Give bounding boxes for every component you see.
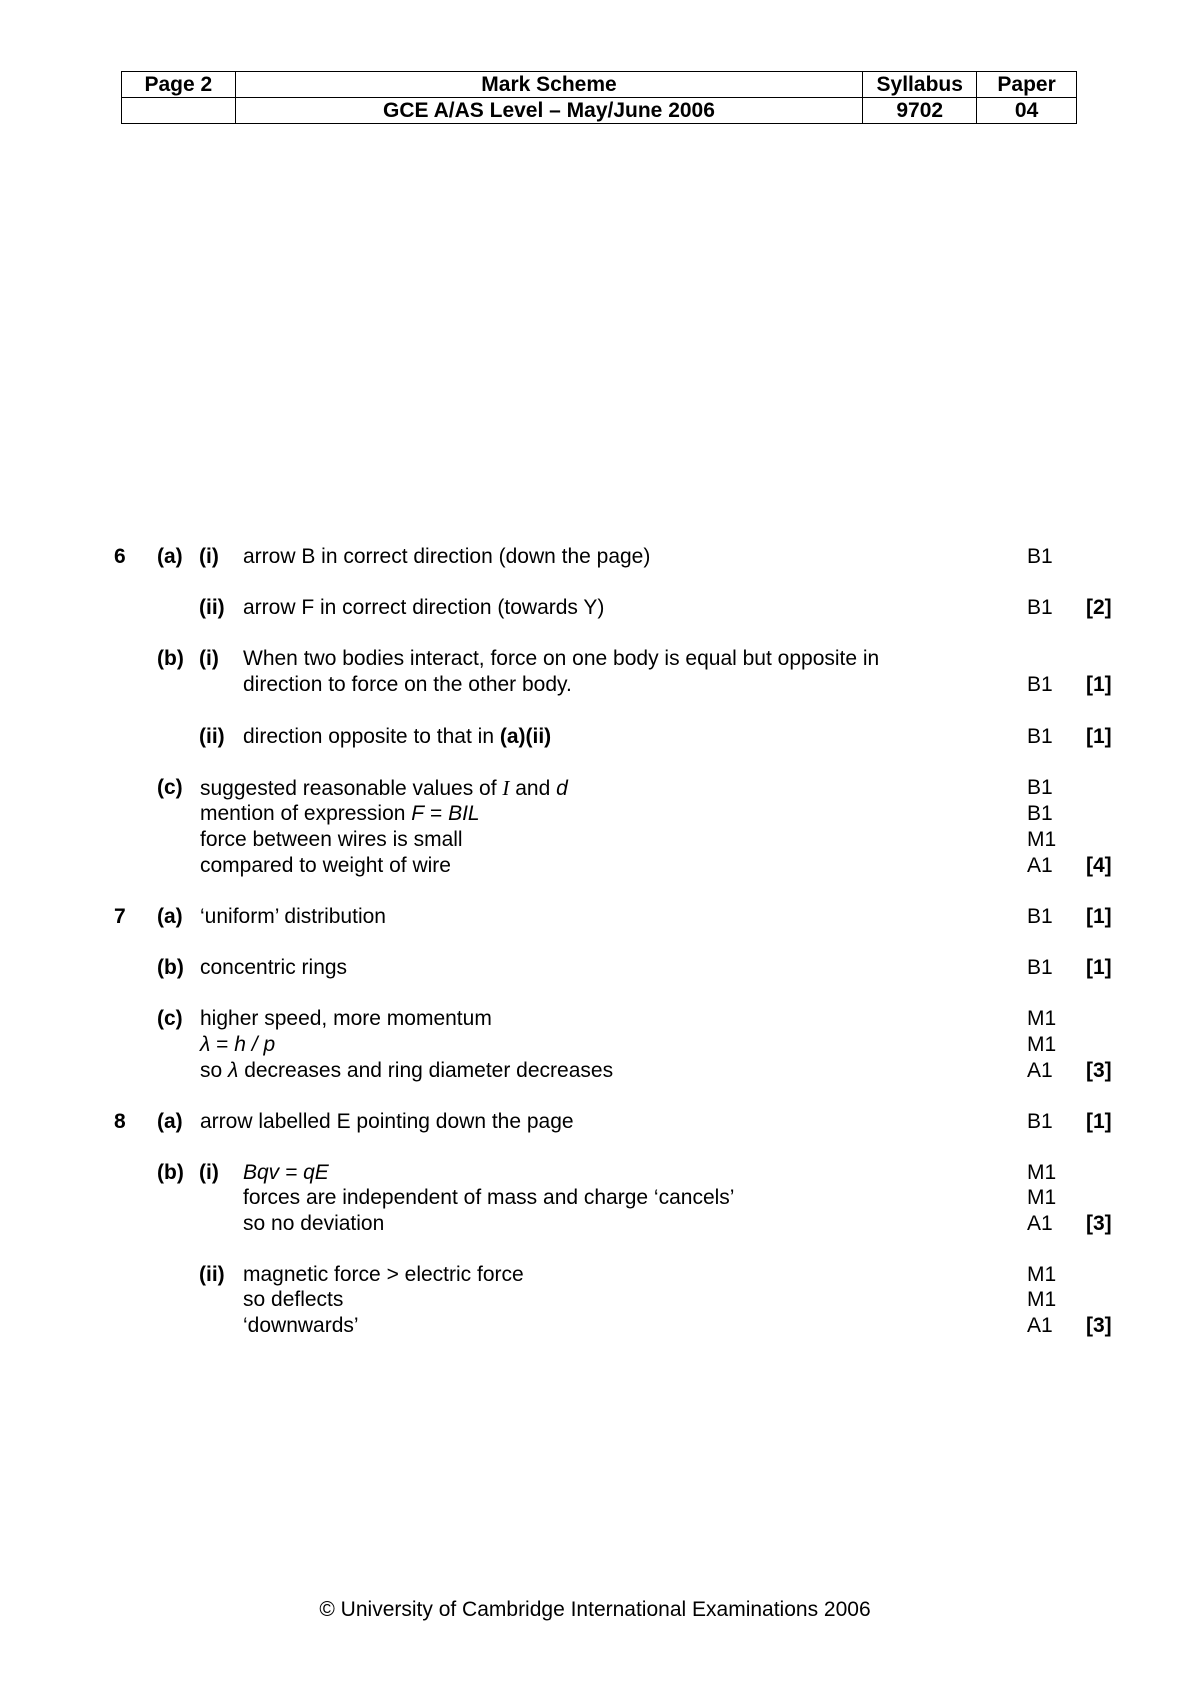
mark-code: M1 bbox=[1027, 1288, 1057, 1311]
part-label: (c) bbox=[157, 776, 183, 799]
subpart-label: (i) bbox=[199, 647, 219, 670]
answer-text: ‘uniform’ distribution bbox=[200, 905, 386, 928]
syllabus-value: 9702 bbox=[863, 98, 977, 124]
mark-total: [1] bbox=[1086, 1110, 1112, 1133]
question-number: 6 bbox=[114, 545, 126, 568]
answer-text: arrow B in correct direction (down the page) bbox=[243, 545, 651, 568]
mark-code: A1 bbox=[1027, 1059, 1053, 1082]
document-title: Mark Scheme bbox=[235, 72, 863, 98]
subpart-label: (ii) bbox=[199, 596, 225, 619]
answer-text: magnetic force > electric force bbox=[243, 1263, 524, 1286]
subpart-label: (ii) bbox=[199, 1263, 225, 1286]
mark-code: B1 bbox=[1027, 956, 1053, 979]
subpart-label: (i) bbox=[199, 545, 219, 568]
mark-code: M1 bbox=[1027, 1033, 1057, 1056]
part-label: (a) bbox=[157, 905, 183, 928]
mark-total: [3] bbox=[1086, 1059, 1112, 1082]
paper-value: 04 bbox=[977, 98, 1077, 124]
mark-total: [1] bbox=[1086, 725, 1112, 748]
answer-text: When two bodies interact, force on one body is equal but opposite in bbox=[243, 647, 880, 670]
part-label: (b) bbox=[157, 1161, 184, 1184]
copyright-footer: © University of Cambridge International Examinations 2006 bbox=[319, 1598, 871, 1621]
answer-text: arrow labelled E pointing down the page bbox=[200, 1110, 574, 1133]
mark-total: [1] bbox=[1086, 956, 1112, 979]
answer-text: ‘downwards’ bbox=[243, 1314, 359, 1337]
part-label: (a) bbox=[157, 545, 183, 568]
answer-text: arrow F in correct direction (towards Y) bbox=[243, 596, 605, 619]
answer-text: higher speed, more momentum bbox=[200, 1007, 492, 1030]
question-number: 7 bbox=[114, 905, 126, 928]
mark-total: [1] bbox=[1086, 905, 1112, 928]
mark-code: B1 bbox=[1027, 776, 1053, 799]
mark-code: M1 bbox=[1027, 1186, 1057, 1209]
part-label: (c) bbox=[157, 1007, 183, 1030]
answer-text: forces are independent of mass and charge ‘cancels’ bbox=[243, 1186, 735, 1209]
mark-code: A1 bbox=[1027, 854, 1053, 877]
mark-total: [1] bbox=[1086, 673, 1112, 696]
mark-code: M1 bbox=[1027, 828, 1057, 851]
mark-total: [3] bbox=[1086, 1212, 1112, 1235]
syllabus-label: Syllabus bbox=[863, 72, 977, 98]
mark-code: B1 bbox=[1027, 545, 1053, 568]
mark-code: A1 bbox=[1027, 1212, 1053, 1235]
answer-text: so deflects bbox=[243, 1288, 344, 1311]
part-label: (b) bbox=[157, 647, 184, 670]
paper-label: Paper bbox=[977, 72, 1077, 98]
mark-code: A1 bbox=[1027, 1314, 1053, 1337]
mark-code: M1 bbox=[1027, 1263, 1057, 1286]
mark-code: B1 bbox=[1027, 596, 1053, 619]
mark-code: M1 bbox=[1027, 1007, 1057, 1030]
answer-text: concentric rings bbox=[200, 956, 348, 979]
subpart-label: (i) bbox=[199, 1161, 219, 1184]
mark-code: B1 bbox=[1027, 673, 1053, 696]
part-label: (a) bbox=[157, 1110, 183, 1133]
question-number: 8 bbox=[114, 1110, 126, 1133]
answer-text: so no deviation bbox=[243, 1212, 385, 1235]
mark-total: [2] bbox=[1086, 596, 1112, 619]
mark-code: M1 bbox=[1027, 1161, 1057, 1184]
answer-text: λ = h / p bbox=[200, 1033, 276, 1056]
page-label: Page 2 bbox=[122, 72, 236, 98]
answer-text: mention of expression F = BIL bbox=[200, 802, 480, 825]
answer-text: so λ decreases and ring diameter decreases bbox=[200, 1059, 614, 1082]
mark-code: B1 bbox=[1027, 725, 1053, 748]
document-subtitle: GCE A/AS Level – May/June 2006 bbox=[235, 98, 863, 124]
mark-total: [3] bbox=[1086, 1314, 1112, 1337]
answer-text: direction opposite to that in (a)(ii) bbox=[243, 725, 552, 748]
answer-text: compared to weight of wire bbox=[200, 854, 451, 877]
answer-text: direction to force on the other body. bbox=[243, 673, 572, 696]
part-label: (b) bbox=[157, 956, 184, 979]
mark-code: B1 bbox=[1027, 1110, 1053, 1133]
answer-text: force between wires is small bbox=[200, 828, 463, 851]
answer-text: Bqv = qE bbox=[243, 1161, 329, 1184]
mark-code: B1 bbox=[1027, 802, 1053, 825]
header-table bbox=[121, 71, 1077, 124]
subpart-label: (ii) bbox=[199, 725, 225, 748]
mark-code: B1 bbox=[1027, 905, 1053, 928]
mark-total: [4] bbox=[1086, 854, 1112, 877]
empty-cell bbox=[122, 98, 236, 124]
answer-text: suggested reasonable values of I and d bbox=[200, 776, 568, 800]
